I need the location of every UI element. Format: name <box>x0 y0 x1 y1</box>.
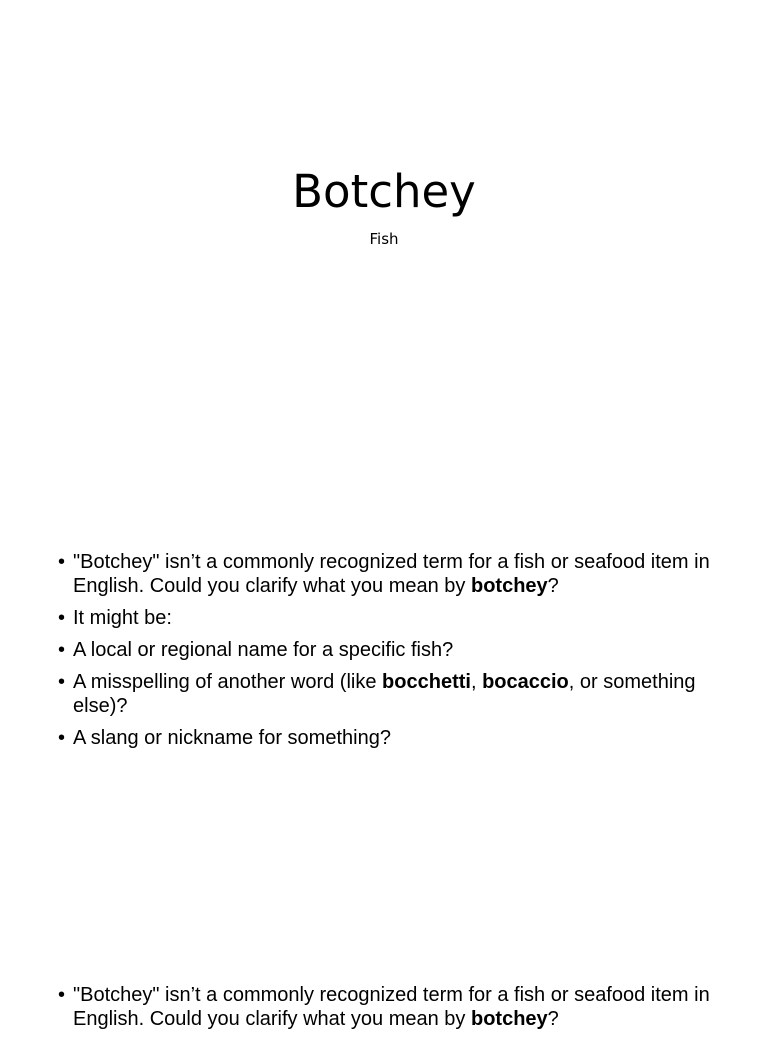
bullet-item <box>58 638 718 662</box>
bullet-text: , or something else)? <box>73 671 696 717</box>
bullet-bold-term: botchey <box>470 1008 548 1030</box>
bullet-bold-term: bocaccio <box>482 671 569 693</box>
bullet-list <box>58 550 718 758</box>
slide-title: Botchey <box>292 165 476 218</box>
slide-subtitle: Fish <box>369 230 399 248</box>
bullet-bold-term: bocchetti <box>382 671 471 693</box>
bullet-text: ? <box>547 1008 559 1030</box>
bullet-list-repeat <box>58 983 718 1039</box>
bullet-text: "Botchey" isn’t a commonly recognized term for a fish or seafood item in English. Could you clarify what you mean by <box>73 984 710 1030</box>
bullet-dot-icon: • <box>58 607 66 629</box>
bullet-item <box>58 726 718 750</box>
bullet-text: A slang or nickname for something? <box>73 727 391 749</box>
bullet-text: A local or regional name for a specific fish? <box>73 639 454 661</box>
bullet-dot-icon: • <box>58 639 66 661</box>
bullet-text: "Botchey" isn’t a commonly recognized term for a fish or seafood item in English. Could you clarify what you mean by <box>73 551 710 597</box>
bullet-dot-icon: • <box>58 671 66 693</box>
bullet-text: It might be: <box>73 607 172 629</box>
bullet-dot-icon: • <box>58 551 66 573</box>
bullet-dot-icon: • <box>58 727 66 749</box>
bullet-item <box>58 670 718 718</box>
bullet-text: , <box>470 671 483 693</box>
bullet-item <box>58 550 718 598</box>
bullet-text: ? <box>547 575 559 597</box>
bullet-dot-icon: • <box>58 984 66 1006</box>
bullet-bold-term: botchey <box>470 575 548 597</box>
bullet-item <box>58 606 718 630</box>
bullet-text: A misspelling of another word (like <box>73 671 383 693</box>
